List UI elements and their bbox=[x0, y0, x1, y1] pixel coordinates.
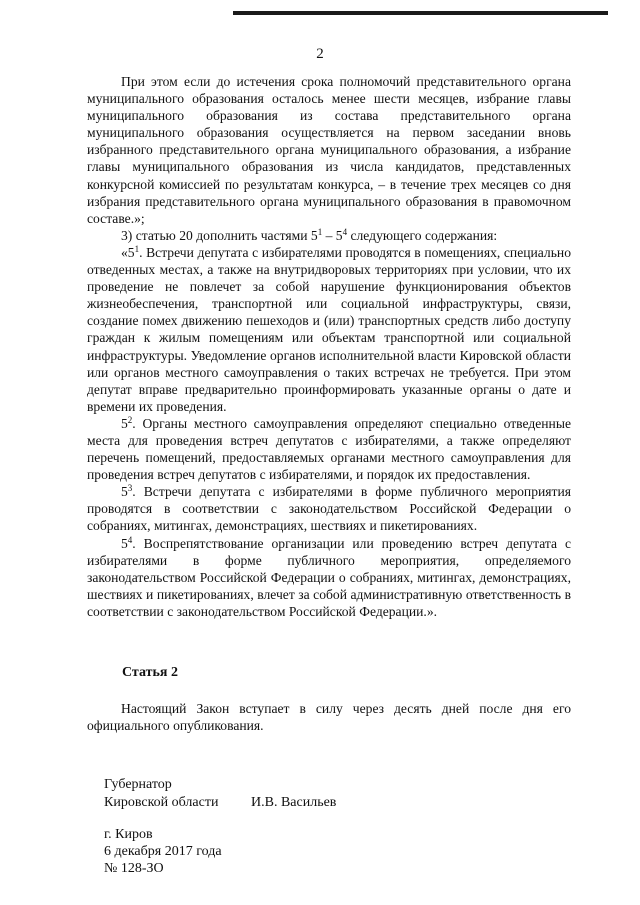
superscript: 4 bbox=[127, 534, 133, 545]
signatory-region: Кировской области bbox=[104, 795, 219, 810]
superscript: 4 bbox=[342, 226, 348, 237]
part-number: «5 bbox=[121, 244, 135, 260]
text-fragment: 3) статью 20 дополнить частями 5 bbox=[121, 227, 318, 243]
article-2-body bbox=[87, 700, 571, 734]
part-number: 5 bbox=[121, 484, 128, 500]
text-fragment: следующего содержания: bbox=[347, 227, 498, 243]
place-date-block bbox=[104, 826, 222, 877]
signatory-name: И.В. Васильев bbox=[251, 795, 337, 810]
signatory-row bbox=[104, 794, 336, 812]
paragraph-entry-into-force: Настоящий Закон вступает в силу через десять дней после дня его официального опубликования. bbox=[87, 701, 571, 734]
part-text: . Воспрепятствование организации или проведению встреч депутата с избирателями в форме публичного мероприятия, определяемого законодательством Российской Федерации о собраниях, митингах, демонстрациях, шествиях и пикетированиях, влечет за собой административную ответственность в соответствии с законодательством Российской Федерации.». bbox=[87, 535, 571, 619]
paragraph-part-5-2 bbox=[87, 415, 571, 483]
part-text: . Встречи депутата с избирателями проводятся в помещениях, специально отведенных местах, а также на внутридворовых территориях при условии, что их проведение не повлечет за собой нарушение функционирования объектов жизнеобеспечения, транспортной или социальной инфраструктуры, связи, создание помех движению пешеходов и (или) транспортных средств либо доступу граждан к жилым помещениям или объектам транспортной или социальной инфраструктуры. Уведомление органов исполнительной власти Кировской области или органов местного самоуправления о таких встречах не требуется. При этом депутат вправе предварительно проинформировать указанные органы о дате и времени их проведения. bbox=[87, 244, 571, 414]
article-heading: Статья 2 bbox=[122, 665, 178, 680]
paragraph-part-5-4 bbox=[87, 535, 571, 620]
signatory-title: Губернатор bbox=[104, 777, 172, 792]
superscript: 1 bbox=[317, 226, 323, 237]
part-number: 5 bbox=[121, 535, 128, 551]
superscript: 2 bbox=[127, 414, 133, 425]
paragraph-amendment-intro bbox=[87, 227, 571, 244]
text-fragment: – 5 bbox=[322, 227, 343, 243]
document-body bbox=[87, 73, 571, 620]
part-text: . Органы местного самоуправления определяют специально отведенные места для проведения встреч депутатов с избирателями, а также определяют перечень помещений, предоставляемых органами местного самоуправления для проведения встреч депутатов с избирателями, и порядок их предоставления. bbox=[87, 415, 571, 483]
top-rule bbox=[233, 11, 608, 15]
date: 6 декабря 2017 года bbox=[104, 844, 222, 859]
part-number: 5 bbox=[121, 415, 128, 431]
paragraph-term-of-office: При этом если до истечения срока полномочий представительного органа муниципального образования осталось менее шести месяцев, избрание главы муниципального образования из состава представительного органа муниципального образования осуществляется на первом заседании вновь избранного представительного органа муниципального образования, а избрание главы муниципального образования из числа кандидатов, представленных конкурсной комиссией по результатам конкурса, – в течение трех месяцев со дня избрания представительного органа муниципального образования в правомочном составе.»; bbox=[87, 74, 571, 226]
page-number: 2 bbox=[316, 46, 324, 62]
paragraph-part-5-1 bbox=[87, 244, 571, 415]
superscript: 3 bbox=[127, 483, 133, 494]
paragraph-part-5-3 bbox=[87, 483, 571, 534]
part-text: . Встречи депутата с избирателями в форме публичного мероприятия проводятся в соответствии с законодательством Российской Федерации о собраниях, митингах, демонстрациях, шествиях и пикетированиях. bbox=[87, 484, 571, 534]
superscript: 1 bbox=[134, 243, 140, 254]
signature-block bbox=[104, 776, 336, 812]
law-number: № 128-ЗО bbox=[104, 861, 164, 876]
city: г. Киров bbox=[104, 827, 153, 842]
